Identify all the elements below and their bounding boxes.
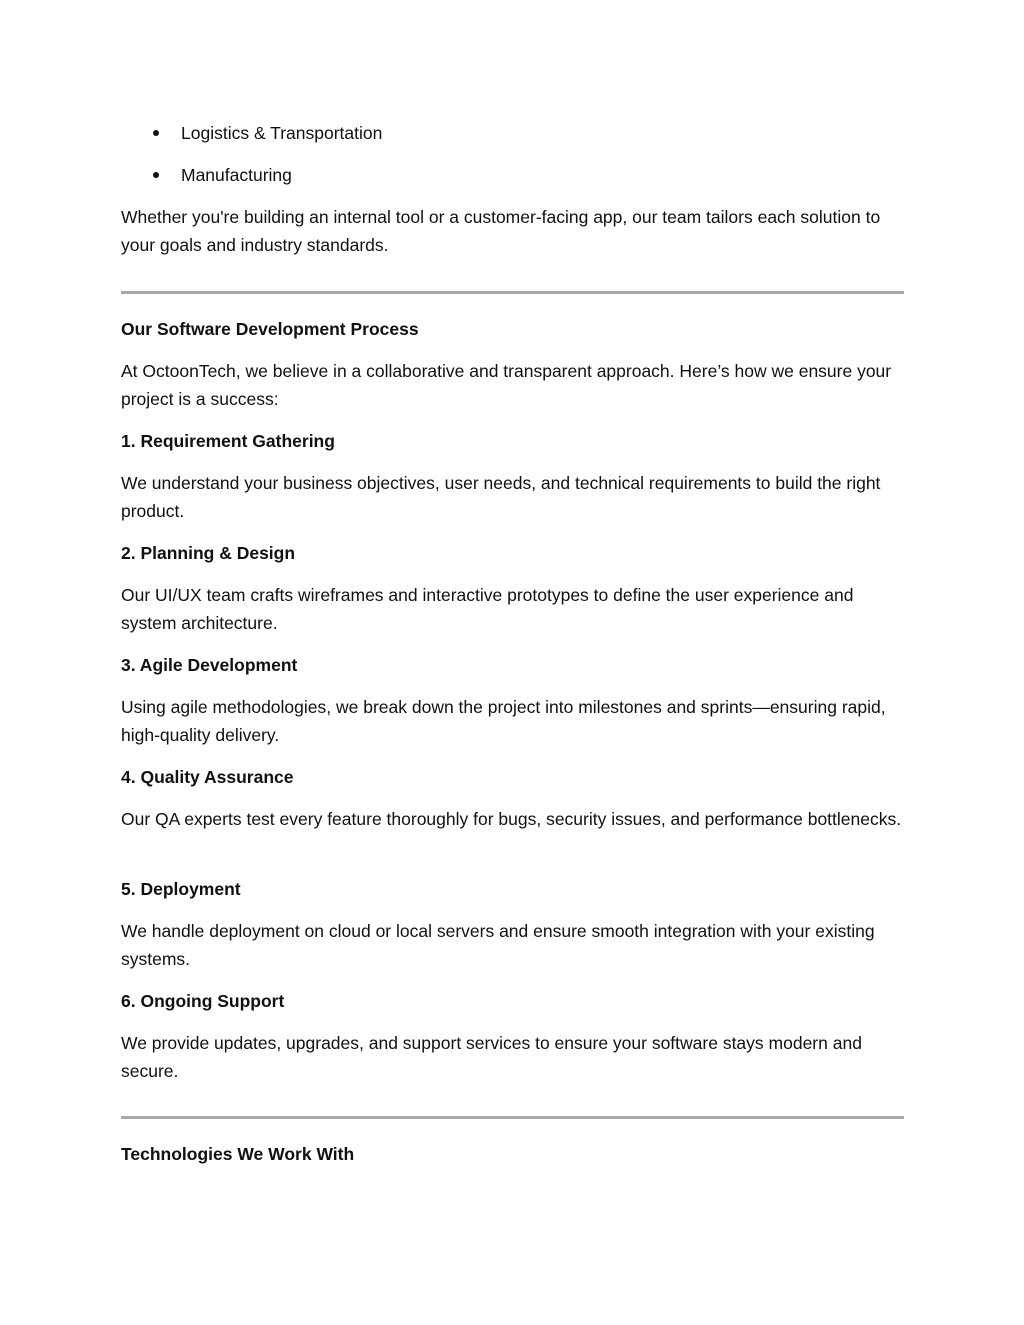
step-text-development: Using agile methodologies, we break down the project into milestones and sprints—ensuring rapid, high-quality delivery. xyxy=(121,697,886,745)
bullet-icon xyxy=(153,130,159,136)
step-heading-requirements: 1. Requirement Gathering xyxy=(121,431,335,451)
step-heading-planning: 2. Planning & Design xyxy=(121,543,296,563)
process-intro-paragraph: At OctoonTech, we believe in a collaborative and transparent approach. Here’s how we ensure your project is a success: xyxy=(121,361,892,409)
industry-list xyxy=(121,120,904,204)
step-heading-qa: 4. Quality Assurance xyxy=(121,767,294,787)
section-divider xyxy=(121,291,904,294)
step-text-planning: Our UI/UX team crafts wireframes and interactive prototypes to define the user experience and system architecture. xyxy=(121,585,854,633)
step-heading-support: 6. Ongoing Support xyxy=(121,991,285,1011)
technologies-section-title: Technologies We Work With xyxy=(121,1144,355,1164)
list-item-text: Manufacturing xyxy=(181,165,292,185)
step-text-qa: Our QA experts test every feature thoroughly for bugs, security issues, and performance bottlenecks. xyxy=(121,809,902,829)
step-text-support: We provide updates, upgrades, and support services to ensure your software stays modern and secure. xyxy=(121,1033,862,1081)
step-text-requirements: We understand your business objectives, user needs, and technical requirements to build the right product. xyxy=(121,473,881,521)
list-item xyxy=(121,120,904,162)
step-heading-deployment: 5. Deployment xyxy=(121,879,241,899)
bullet-icon xyxy=(153,172,159,178)
section-divider xyxy=(121,1116,904,1119)
list-item-text: Logistics & Transportation xyxy=(181,123,383,143)
step-heading-development: 3. Agile Development xyxy=(121,655,298,675)
step-text-deployment: We handle deployment on cloud or local servers and ensure smooth integration with your existing systems. xyxy=(121,921,875,969)
process-section-title: Our Software Development Process xyxy=(121,319,419,339)
intro-closing-paragraph: Whether you're building an internal tool or a customer-facing app, our team tailors each solution to your goals and industry standards. xyxy=(121,207,881,255)
list-item xyxy=(121,162,904,204)
